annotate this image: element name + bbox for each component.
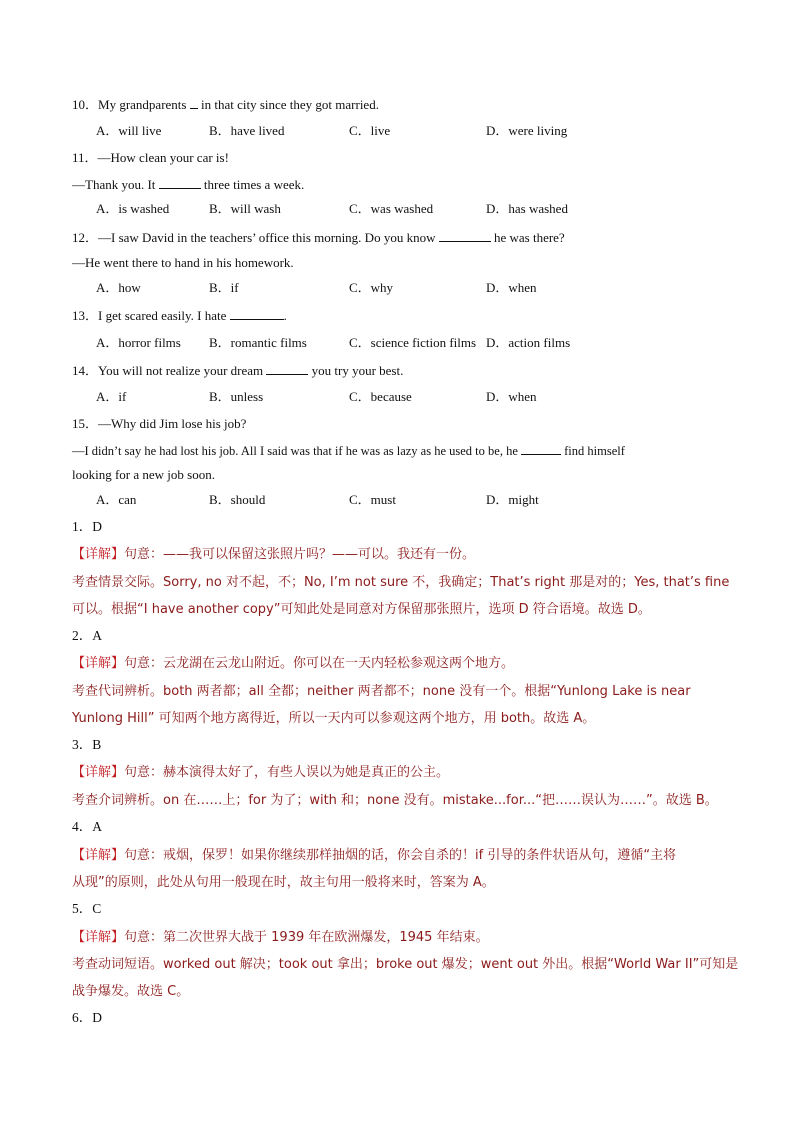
option-d: D．action films: [486, 335, 571, 350]
question-10-options: [96, 122, 734, 140]
option-c: C．was washed: [349, 201, 434, 216]
option-b: B．should: [209, 492, 266, 507]
explanation-text: 句意：戒烟，保罗！如果你继续那样抽烟的话，你会自杀的！if 引导的条件状语从句，遵循“主将: [124, 848, 677, 863]
answer-6-key: 6．D: [72, 1010, 102, 1025]
option-d: D．when: [486, 389, 537, 404]
detail-tag: 【详解】: [72, 547, 125, 562]
question-11-options: [96, 200, 734, 218]
answer-blank: [439, 228, 491, 242]
option-b: B．have lived: [209, 123, 285, 138]
explanation-text: 考查代词辨析。both 两者都；all 全都；neither 两者都不；none 没有一个。根据“Yunlong Lake is near: [72, 684, 691, 699]
answer-4-line-1: [72, 845, 734, 866]
question-number: 10．: [72, 97, 99, 112]
answer-2-key: 2．A: [72, 628, 102, 643]
option-b: B．will wash: [209, 201, 281, 216]
question-12-options: [96, 279, 734, 297]
answer-4-key: 4．A: [72, 819, 102, 834]
question-15-stem: [72, 415, 734, 433]
option-c: C．science fiction films: [349, 335, 477, 350]
answer-3-key: 3．B: [72, 737, 102, 752]
option-d: D．were living: [486, 123, 568, 138]
answer-blank: [521, 441, 561, 455]
question-11-reply: [72, 175, 734, 194]
option-c: C．must: [349, 492, 396, 507]
answer-5-line-3: [72, 981, 734, 1002]
answer-4-line-2: [72, 872, 734, 893]
answer-3-line-1: [72, 762, 734, 783]
answer-5-line-2: [72, 954, 739, 975]
answer-2-line-2: [72, 681, 734, 702]
answer-blank: [159, 175, 201, 189]
explanation-text: 可以。根据“I have another copy”可知此处是同意对方保留那张照片，选项 D 符合语境。故选 D。: [72, 602, 651, 617]
question-number: 13．: [72, 308, 99, 323]
explanation-text: 考查情景交际。Sorry, no 对不起，不；No, I’m not sure 不，我确定；That’s right 那是对的；Yes, that’s fine: [72, 575, 730, 590]
reply-text: —Thank you. It: [72, 177, 159, 192]
option-a: A．if: [96, 389, 127, 404]
question-14-stem: [72, 361, 734, 380]
question-number: 11．: [72, 150, 98, 165]
answer-2-line-1: [72, 653, 734, 674]
question-12-stem: [72, 228, 734, 247]
explanation-text: 句意：第二次世界大战于 1939 年在欧洲爆发，1945 年结束。: [124, 930, 489, 945]
explanation-text: 战争爆发。故选 C。: [72, 984, 190, 999]
option-c: C．live: [349, 123, 391, 138]
stem-text: .: [283, 308, 287, 323]
answer-2-line-3: [72, 708, 734, 729]
question-15-options: [96, 491, 734, 509]
answer-blank: [230, 306, 284, 320]
stem-text: —I saw David in the teachers’ office this morning. Do you know: [98, 230, 439, 245]
stem-text: he was there?: [490, 230, 565, 245]
question-10-stem: [72, 95, 734, 114]
answer-1-line-2: [72, 572, 734, 593]
option-c: C．why: [349, 280, 394, 295]
question-13-stem: [72, 306, 734, 325]
question-12-reply: [72, 254, 734, 272]
answer-1-key: 1．D: [72, 519, 102, 534]
answer-1-line-3: [72, 599, 734, 620]
option-a: A．is washed: [96, 201, 170, 216]
reply-text: looking for a new job soon.: [72, 467, 215, 482]
explanation-text: 句意：赫本演得太好了，有些人误以为她是真正的公主。: [124, 765, 450, 780]
detail-tag: 【详解】: [72, 656, 125, 671]
explanation-text: 句意：云龙湖在云龙山附近。你可以在一天内轻松参观这两个地方。: [124, 656, 515, 671]
answer-3-line-2: [72, 790, 734, 811]
question-11-stem: [72, 149, 734, 167]
reply-text: three times a week.: [200, 177, 305, 192]
explanation-text: 考查动词短语。worked out 解决；took out 拿出；broke out 爆发；went out 外出。根据“World War II”可知是: [72, 957, 739, 972]
stem-text: —Why did Jim lose his job?: [98, 416, 247, 431]
answer-5-key: 5．C: [72, 901, 102, 916]
reply-text: —I didn’t say he had lost his job. All I said was that if he was as lazy as he used to be, he: [72, 444, 521, 458]
question-number: 12．: [72, 230, 99, 245]
option-d: D．has washed: [486, 201, 568, 216]
question-number: 14．: [72, 363, 99, 378]
explanation-text: 句意：——我可以保留这张照片吗？——可以。我还有一份。: [124, 547, 476, 562]
stem-text: You will not realize your dream: [98, 363, 267, 378]
detail-tag: 【详解】: [72, 765, 125, 780]
explanation-text: Yunlong Hill” 可知两个地方离得近，所以一天内可以参观这两个地方，用 both。故选 A。: [72, 711, 596, 726]
question-13-options: [96, 334, 734, 352]
reply-text: find himself: [561, 444, 625, 458]
question-14-options: [96, 388, 734, 406]
explanation-text: 考查介词辨析。on 在……上；for 为了；with 和；none 没有。mistake...for...“把……误认为……”。故选 B。: [72, 793, 718, 808]
stem-text: you try your best.: [308, 363, 404, 378]
option-a: A．can: [96, 492, 137, 507]
option-d: D．when: [486, 280, 537, 295]
question-number: 15．: [72, 416, 99, 431]
stem-text: in that city since they got married.: [197, 97, 379, 112]
answer-5-line-1: [72, 927, 734, 948]
stem-text: —How clean your car is!: [97, 150, 229, 165]
stem-text: My grandparents: [98, 97, 190, 112]
option-a: A．will live: [96, 123, 162, 138]
answer-blank: [190, 95, 198, 109]
question-15-reply-continued: [72, 466, 734, 484]
option-b: B．romantic films: [209, 335, 307, 350]
option-a: A．how: [96, 280, 141, 295]
detail-tag: 【详解】: [72, 848, 125, 863]
detail-tag: 【详解】: [72, 930, 125, 945]
reply-text: —He went there to hand in his homework.: [72, 255, 294, 270]
stem-text: I get scared easily. I hate: [98, 308, 230, 323]
option-a: A．horror films: [96, 335, 181, 350]
question-15-reply: [72, 441, 734, 460]
option-b: B．unless: [209, 389, 264, 404]
answer-blank: [266, 361, 308, 375]
option-b: B．if: [209, 280, 239, 295]
option-d: D．might: [486, 492, 539, 507]
answer-1-line-1: [72, 544, 734, 565]
option-c: C．because: [349, 389, 412, 404]
explanation-text: 从现”的原则，此处从句用一般现在时，故主句用一般将来时，答案为 A。: [72, 875, 495, 890]
